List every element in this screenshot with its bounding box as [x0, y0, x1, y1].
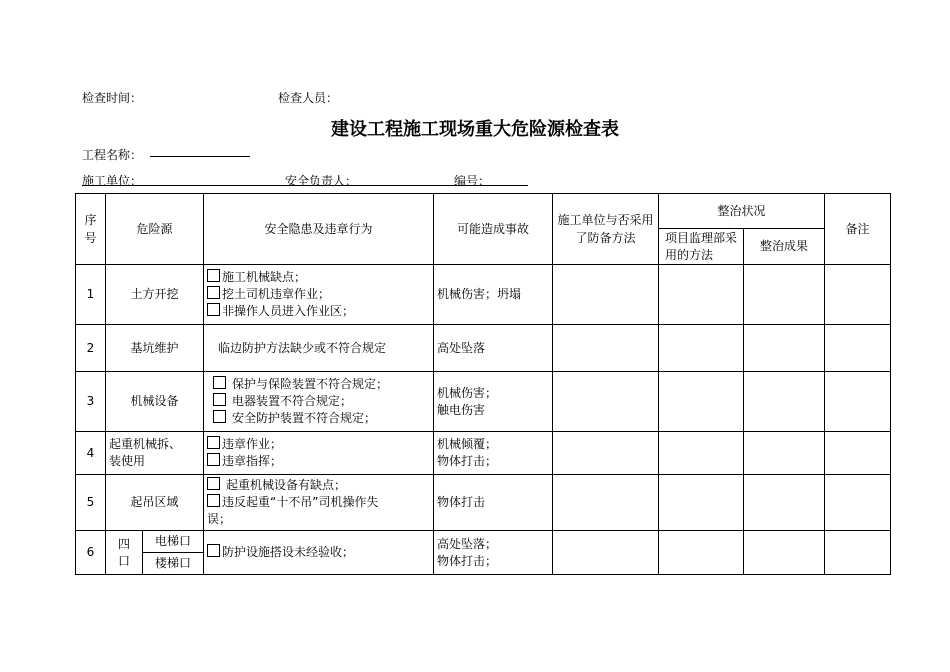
- row-seq: 4: [76, 432, 106, 475]
- checkbox[interactable]: [207, 453, 220, 466]
- row-supervisor-cell[interactable]: [659, 531, 744, 575]
- row-supervisor-cell[interactable]: [659, 265, 744, 325]
- danger-item: [207, 453, 430, 470]
- checkbox[interactable]: [207, 286, 220, 299]
- row-hidden-danger: [204, 265, 434, 325]
- row-result-cell[interactable]: [744, 325, 825, 372]
- danger-item: [207, 494, 430, 511]
- checkbox[interactable]: [213, 376, 226, 389]
- row-result-cell[interactable]: [744, 432, 825, 475]
- number-label: 编号：: [454, 174, 491, 188]
- row-prevention-cell[interactable]: [553, 372, 659, 432]
- hazard-group-line: 口: [117, 553, 130, 568]
- header-prevention-method: [553, 194, 659, 265]
- row-supervisor-cell[interactable]: [659, 475, 744, 531]
- header-possible-accident: 可能造成事故: [434, 194, 553, 265]
- inspector-label: 检查人员：: [278, 91, 339, 105]
- row-hazard: 起吊区域: [106, 475, 204, 531]
- danger-item-text: 施工机械缺点；: [222, 270, 307, 284]
- checkbox[interactable]: [207, 436, 220, 449]
- safety-officer-label: 安全负责人：: [285, 174, 358, 188]
- row-supervisor-cell[interactable]: [659, 432, 744, 475]
- project-name-field[interactable]: [150, 156, 250, 157]
- danger-item-text: 保护与保险装置不符合规定；: [232, 377, 389, 391]
- header-supervisor-method: [659, 229, 744, 265]
- table-header-row: [76, 194, 891, 229]
- row-result-cell[interactable]: [744, 265, 825, 325]
- row-accident: 高处坠落: [434, 325, 553, 372]
- accident-line: 物体打击；: [437, 454, 498, 468]
- row-hidden-danger: [204, 432, 434, 475]
- row-hazard: 土方开挖: [106, 265, 204, 325]
- danger-item: [207, 436, 430, 453]
- danger-item-text: 电器装置不符合规定；: [232, 394, 353, 408]
- danger-item-text: 安全防护装置不符合规定；: [232, 411, 377, 425]
- row-remarks-cell[interactable]: [825, 265, 891, 325]
- accident-line: 触电伤害: [437, 402, 486, 417]
- table-row: [76, 531, 891, 553]
- danger-item-continued: 误；: [207, 512, 232, 526]
- header-seq: [76, 194, 106, 265]
- table-row: [76, 475, 891, 531]
- checkbox[interactable]: [207, 269, 220, 282]
- row-hidden-danger: 临边防护方法缺少或不符合规定: [204, 325, 434, 372]
- row-prevention-cell[interactable]: [553, 325, 659, 372]
- checkbox[interactable]: [213, 393, 226, 406]
- row-sub-hazard: 楼梯口: [143, 553, 204, 575]
- header-remarks: 备注: [825, 194, 891, 265]
- danger-item-text: 防护设施搭设未经验收；: [222, 545, 355, 559]
- danger-item: [207, 544, 430, 561]
- header-hazard: 危险源: [106, 194, 204, 265]
- table-row: [76, 265, 891, 325]
- project-name-label: 工程名称：: [82, 148, 143, 162]
- row-remarks-cell[interactable]: [825, 432, 891, 475]
- danger-item-text: 非操作人员进入作业区；: [222, 304, 355, 318]
- checkbox[interactable]: [207, 494, 220, 507]
- danger-item-text: 挖土司机违章作业；: [222, 287, 331, 301]
- row-hazard: 机械设备: [106, 372, 204, 432]
- row-remarks-cell[interactable]: [825, 372, 891, 432]
- row-supervisor-cell[interactable]: [659, 325, 744, 372]
- header-rectification-status: 整治状况: [659, 194, 825, 229]
- danger-item: [213, 376, 430, 393]
- row-prevention-cell[interactable]: [553, 475, 659, 531]
- danger-item-text: 违章指挥；: [222, 454, 283, 468]
- row-seq: 2: [76, 325, 106, 372]
- page-title: 建设工程施工现场重大危险源检查表: [331, 119, 619, 140]
- table-row: [76, 372, 891, 432]
- checkbox[interactable]: [207, 303, 220, 316]
- row-hidden-danger: [204, 475, 434, 531]
- row-seq: 6: [76, 531, 106, 575]
- accident-line: 物体打击；: [437, 553, 498, 568]
- row-result-cell[interactable]: [744, 372, 825, 432]
- construction-unit-label: 施工单位：: [82, 174, 143, 188]
- accident-line: 机械倾覆；: [437, 437, 498, 451]
- header-hidden-danger: 安全隐患及违章行为: [204, 194, 434, 265]
- row-hidden-danger: [204, 372, 434, 432]
- danger-item: [213, 410, 430, 427]
- row-prevention-cell[interactable]: [553, 432, 659, 475]
- row-hazard-group: [106, 531, 143, 575]
- danger-item-text: 起重机械设备有缺点；: [226, 478, 347, 492]
- row-supervisor-cell[interactable]: [659, 372, 744, 432]
- accident-line: 高处坠落；: [437, 536, 498, 551]
- checkbox[interactable]: [213, 410, 226, 423]
- row-accident: 机械伤害；坍塌: [434, 265, 553, 325]
- row-prevention-cell[interactable]: [553, 531, 659, 575]
- hazard-line: 装使用: [109, 454, 146, 468]
- row-accident: [434, 372, 553, 432]
- check-time-label: 检查时间：: [82, 91, 143, 105]
- danger-item: [207, 286, 430, 303]
- row-accident: [434, 432, 553, 475]
- row-result-cell[interactable]: [744, 475, 825, 531]
- row-accident: 物体打击: [434, 475, 553, 531]
- row-seq: 5: [76, 475, 106, 531]
- row-seq: 1: [76, 265, 106, 325]
- danger-item: [207, 477, 430, 494]
- row-hazard: [106, 432, 204, 475]
- inspection-table: [75, 193, 891, 575]
- row-accident: [434, 531, 553, 575]
- header-rectification-result: 整治成果: [744, 229, 825, 265]
- row-sub-hazard: 电梯口: [143, 531, 204, 553]
- row-remarks-cell[interactable]: [825, 475, 891, 531]
- header-prevention-method-label: 施工单位与否采用了防备方法: [557, 213, 654, 245]
- danger-item-text: 违章作业；: [222, 437, 283, 451]
- danger-item: [213, 393, 430, 410]
- checkbox[interactable]: [207, 544, 220, 557]
- row-remarks-cell[interactable]: [825, 325, 891, 372]
- row-hazard: 基坑维护: [106, 325, 204, 372]
- row-seq: 3: [76, 372, 106, 432]
- danger-item: [207, 303, 430, 320]
- accident-line: 机械伤害；: [437, 385, 498, 400]
- row-result-cell[interactable]: [744, 531, 825, 575]
- row-prevention-cell[interactable]: [553, 265, 659, 325]
- danger-item: [207, 269, 430, 286]
- row-remarks-cell[interactable]: [825, 531, 891, 575]
- header-supervisor-method-label: 项目监理部采用的方法: [665, 230, 738, 262]
- table-row: [76, 432, 891, 475]
- row-hidden-danger: [204, 531, 434, 575]
- table-row: [76, 325, 891, 372]
- header-seq-label: 序号: [84, 213, 97, 245]
- hazard-group-line: 四: [117, 536, 130, 551]
- hazard-line: 起重机械拆、: [109, 437, 182, 451]
- checkbox[interactable]: [207, 477, 220, 490]
- danger-item-text: 违反起重“十不吊”司机操作失: [222, 495, 379, 509]
